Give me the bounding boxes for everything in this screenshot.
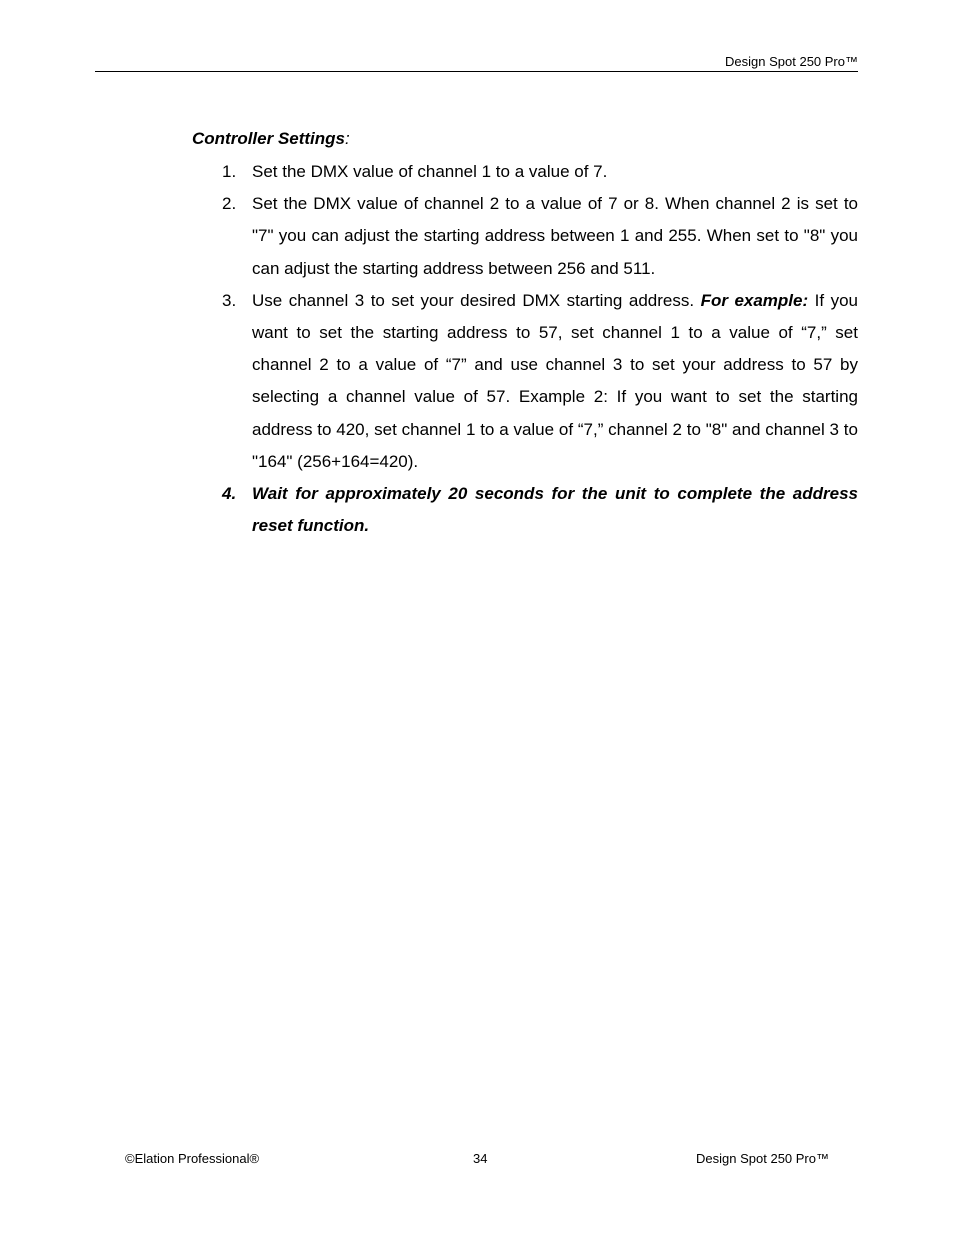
footer-page-number: 34 <box>473 1151 488 1166</box>
step-text: Set the DMX value of channel 2 to a value of 7 or 8. When channel 2 is set to "7" you can adjust the starting address between 1 and 255. When set to "8" you can adjust the starting address between 256 and 511. <box>252 194 858 278</box>
header-title: Design Spot 250 Pro™ <box>725 54 858 69</box>
section-heading-text: Controller Settings <box>192 129 346 148</box>
step-text-intro: Use channel 3 to set your desired DMX starting address. <box>252 290 701 310</box>
step-number: 2. <box>222 194 237 214</box>
list-item <box>222 188 858 285</box>
section-heading <box>192 128 350 150</box>
section-heading-colon: : <box>345 129 350 148</box>
step-text: Set the DMX value of channel 1 to a value of 7. <box>252 162 608 181</box>
list-item <box>222 285 858 478</box>
steps-list <box>222 156 858 542</box>
footer-product-name: Design Spot 250 Pro™ <box>696 1151 829 1166</box>
step-text-example: If you want to set the starting address to 57, set channel 1 to a value of “7,” set channel 2 to a value of “7” and use channel 3 to set your address to 57 by selecting a channel value of 57. Example 2: If you want to set the starting address to 420, set channel 1 to a value of “7,” channel 2 to "8" and channel 3 to "164" (256+164=420). <box>252 290 858 471</box>
step-text: Wait for approximately 20 seconds for the unit to complete the address reset function. <box>252 484 858 536</box>
step-number: 1. <box>222 162 237 181</box>
example-label: For example: <box>700 290 809 310</box>
list-item <box>222 478 858 542</box>
step-number: 4. <box>222 484 237 504</box>
step-text <box>252 291 858 471</box>
list-item <box>222 156 858 188</box>
step-number: 3. <box>222 290 237 310</box>
header-divider <box>95 71 858 72</box>
footer-copyright: ©Elation Professional® <box>125 1151 260 1166</box>
